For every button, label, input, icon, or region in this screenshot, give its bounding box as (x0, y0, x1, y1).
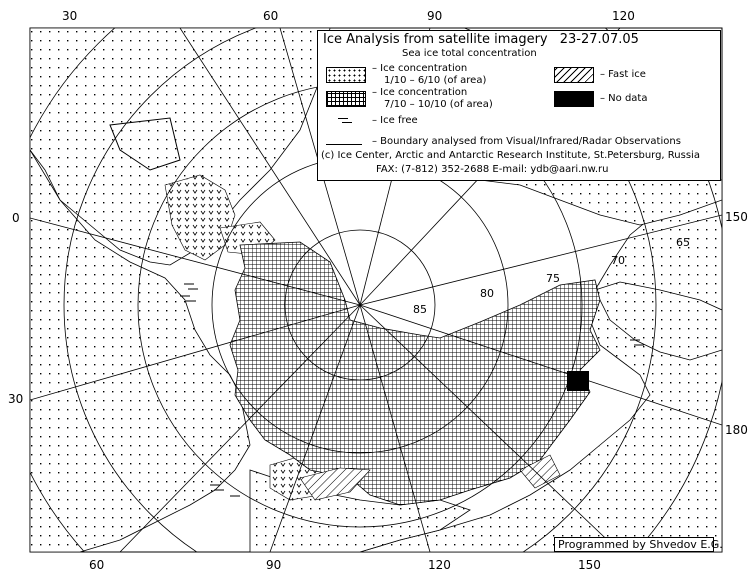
lon-bottom-60: 60 (89, 558, 105, 572)
legend-high-line1: – Ice concentration (372, 87, 468, 98)
legend-high-line2: 7/10 – 10/10 (of area) (384, 99, 493, 110)
swatch-low-concentration (326, 67, 366, 83)
lon-left-30: 30 (8, 392, 24, 406)
latitude-label-70: 70 (611, 254, 625, 267)
legend-low-line1: – Ice concentration (372, 63, 468, 74)
lon-left-0: 0 (12, 211, 20, 225)
latitude-label-65: 65 (676, 236, 690, 249)
lon-top-60: 60 (263, 9, 279, 23)
lon-right-180: 180 (725, 423, 748, 437)
legend-credit: (c) Ice Center, Arctic and Antarctic Research Institute, St.Petersburg, Russia (321, 150, 700, 161)
swatch-no-data (554, 91, 594, 107)
legend-subtitle: Sea ice total concentration (402, 48, 537, 59)
legend-ice-free: – Ice free (372, 115, 418, 126)
swatch-ice-free (338, 117, 354, 125)
map-legend (317, 30, 721, 181)
legend-low-line2: 1/10 – 6/10 (of area) (384, 75, 487, 86)
lon-top-90: 90 (427, 9, 443, 23)
lon-top-30: 30 (62, 9, 78, 23)
legend-title (323, 32, 639, 47)
lon-right-150: 150 (725, 210, 748, 224)
lon-bottom-120: 120 (428, 558, 451, 572)
swatch-high-concentration (326, 91, 366, 107)
lon-bottom-150: 150 (578, 558, 601, 572)
no-data-area (567, 371, 589, 391)
legend-no-data: – No data (600, 93, 648, 104)
swatch-boundary (326, 144, 362, 145)
legend-title-text: Ice Analysis from satellite imagery (323, 32, 548, 47)
latitude-label-85: 85 (413, 303, 427, 316)
legend-fast-ice: – Fast ice (600, 69, 646, 80)
legend-contact: FAX: (7-812) 352-2688 E-mail: ydb@aari.nw.ru (376, 164, 609, 175)
programmed-by: Programmed by Shvedov E.G. (554, 537, 714, 552)
swatch-fast-ice (554, 67, 594, 83)
latitude-label-80: 80 (480, 287, 494, 300)
lon-bottom-90: 90 (266, 558, 282, 572)
legend-date: 23-27.07.05 (559, 32, 639, 47)
latitude-label-75: 75 (546, 272, 560, 285)
lon-top-120: 120 (612, 9, 635, 23)
legend-boundary: – Boundary analysed from Visual/Infrared/Radar Observations (372, 136, 681, 147)
